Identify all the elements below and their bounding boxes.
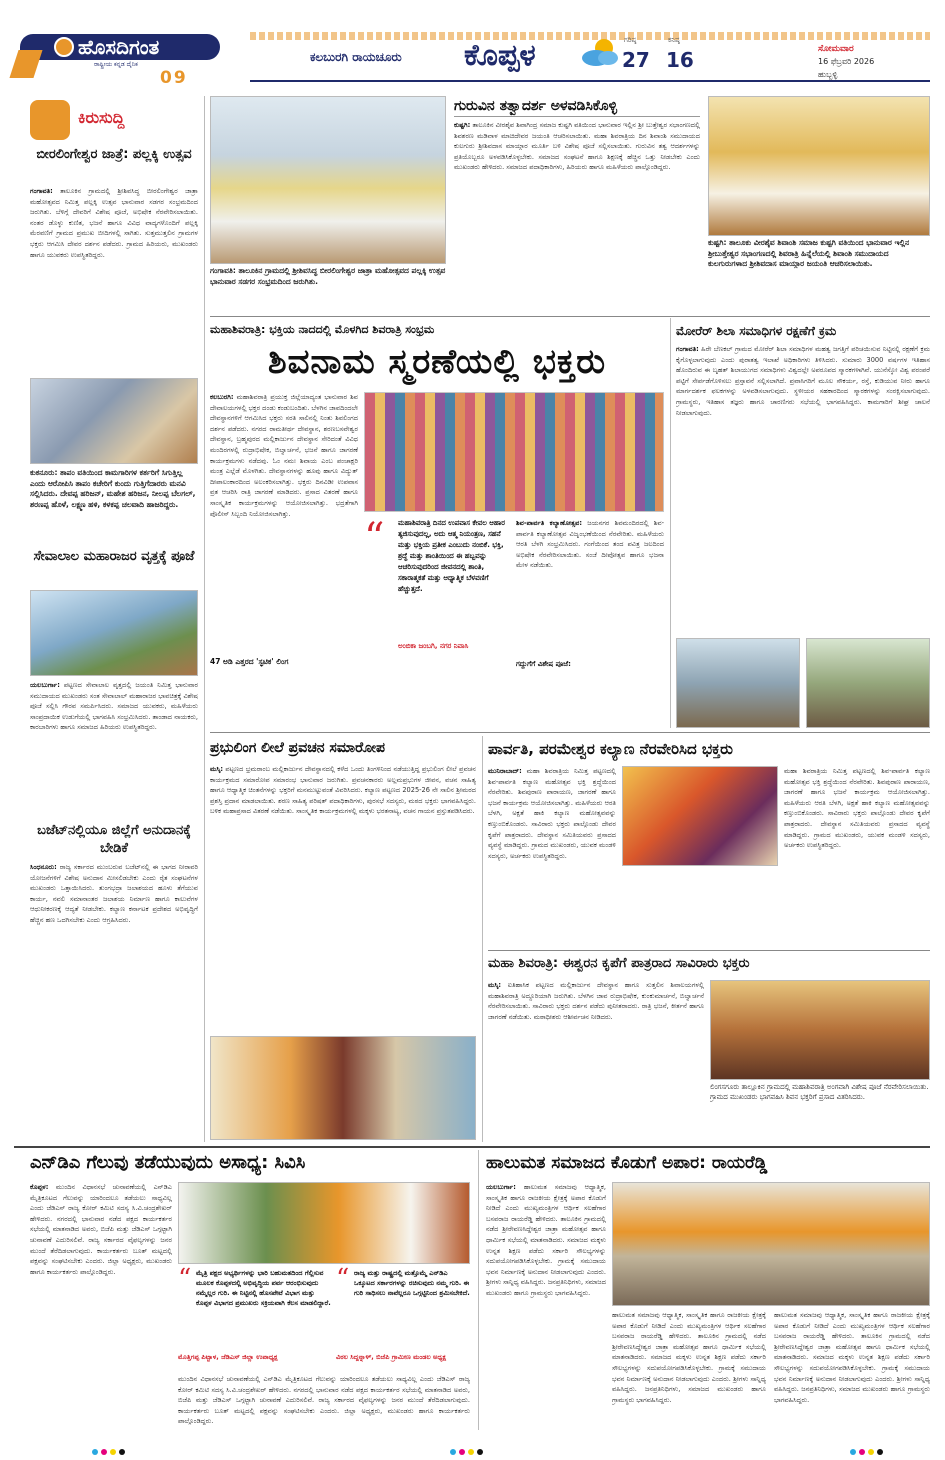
dot-cyan	[450, 1449, 456, 1455]
nda-quote1-author: ಮೊತ್ತಿಗಪ್ಪ ಪಿಟ್ಟಾಳ, ಜೆಡಿಎಸ್ ಜಿಲ್ಲಾ ಉಪಾಧ್ಯಕ್ಷ	[178, 1353, 278, 1361]
section-rule-1	[210, 316, 930, 317]
guru-text: ತಾಲೂಕಿನ ವೀರಶೈವ ಶಿವಾಗಿಂದ್ರ ಸಮಾಜ ಕುಷ್ಟಗಿ ವತಿಯಿಂದ ಭಾನುವಾರ ಇಲ್ಲಿನ ಶ್ರೀ ಬುತ್ತೇಶ್ವರ ಸಭಾಂಗಣದಲ್ಲಿ ಶಿವಶರಣ ಮಡಿವಾಳ ಮಾಚಿದೇವರ ಜಯಂತಿ ಆಚರಿಸಲಾಯಿತು. ಮಹಾ ಶಿವರಾತ್ರಿಯ ದಿನ ಶಿವಾಂಶಿ ಸಮುದಾಯದ ಕುಲಗುರು ಶ್ರೀಶಿವದಾಸ ಮಾಯ್ಗಾರ ಮೂರ್ತಿ ಬಳಿ ವಿಶೇಷ ಪೂಜೆ ಸಲ್ಲಿಸಲಾಯಿತು. ಗುರುವಿನ ತತ್ವ ಆದರ್ಶಗಳನ್ನು ಪ್ರತಿಯೊಬ್ಬರೂ ಅಳವಡಿಸಿಕೊಳ್ಳಬೇಕು. ಸಮಾಜದ ಸಂಘಟನೆ ಹಾಗೂ ಶಿಕ್ಷಣಕ್ಕೆ ಹೆಚ್ಚಿನ ಒತ್ತು ನೀಡಬೇಕು ಎಂದು ಮುಖಂಡರು ಹೇಳಿದರು. ಸಮಾಜದ ಪದಾಧಿಕಾರಿಗಳು, ಹಿರಿಯರು ಹಾಗೂ ಮಹಿಳೆಯರು ಪಾಲ್ಗೊಂಡಿದ್ದರು.	[454, 121, 700, 172]
mahashiva-text: ಐತಿಹಾಸಿಕ ಪಟ್ಟಣದ ಮಲ್ಲಿಕಾರ್ಜುನ ದೇವಸ್ಥಾನ ಹಾಗೂ ಸುತ್ತಲಿನ ಶಿವಾಲಯಗಳಲ್ಲಿ ಮಹಾಶಿವರಾತ್ರಿ ಅದ್ದೂರಿಯಾಗಿ ಜರುಗಿತು. ಬೆಳಗಿನ ಜಾವ ರುದ್ರಾಭಿಷೇಕ, ಕುಂಕುಮಾರ್ಚನೆ, ಬಿಲ್ವಾರ್ಚನೆ ನೆರವೇರಿಸಲಾಯಿತು. ಸಾವಿರಾರು ಭಕ್ತರು ದರ್ಶನ ಪಡೆದು ಪುನೀತರಾದರು. ರಾತ್ರಿ ಭಜನೆ, ಕೀರ್ತನೆ ಹಾಗೂ ಜಾಗರಣೆ ನಡೆಯಿತು. ಮಠಾಧೀಶರು ಆಶೀರ್ವಚನ ನೀಡಿದರು.	[488, 981, 704, 1021]
guru-dateline: ಕುಷ್ಟಗಿ:	[454, 121, 471, 129]
prabhu-dateline: ಮಸ್ಕಿ:	[210, 765, 224, 773]
section-rule-4	[14, 1146, 930, 1148]
nda-text-bottom: ಮುಂದಿನ ವಿಧಾನಸಭೆ ಚುನಾವಣೆಯಲ್ಲಿ ಎನ್‌ಡಿಎ ಮೈತ್ರಿಕೂಟದ ಗೆಲುವನ್ನು ಯಾರಿಂದಲೂ ತಡೆಯಲು ಸಾಧ್ಯವಿಲ್ಲ ಎಂದು ಜೆಡಿಎಸ್ ರಾಜ್ಯ ಕೋರ್ ಕಮಿಟಿ ಸದಸ್ಯ ಸಿ.ವಿ.ಚಂದ್ರಶೇಖರ್ ಹೇಳಿದರು. ನಗರದಲ್ಲಿ ಭಾನುವಾರ ನಡೆದ ಪಕ್ಷದ ಕಾರ್ಯಕರ್ತರ ಸಭೆಯಲ್ಲಿ ಮಾತನಾಡಿದ ಅವರು, ಬಿಜೆಪಿ ಮತ್ತು ಜೆಡಿಎಸ್ ಒಗ್ಗಟ್ಟಾಗಿ ಚುನಾವಣೆ ಎದುರಿಸಲಿವೆ. ರಾಜ್ಯ ಸರ್ಕಾರದ ವೈಫಲ್ಯಗಳನ್ನು ಜನರ ಮುಂದೆ ತೆರೆದಿಡಲಾಗುವುದು. ಕಾರ್ಯಕರ್ತರು ಬೂತ್ ಮಟ್ಟದಲ್ಲಿ ಪಕ್ಷವನ್ನು ಸಂಘಟಿಸಬೇಕು ಎಂದರು. ಜಿಲ್ಲಾ ಅಧ್ಯಕ್ಷರು, ಮುಖಂಡರು ಹಾಗೂ ಕಾರ್ಯಕರ್ತರು ಪಾಲ್ಗೊಂಡಿದ್ದರು.	[178, 1375, 470, 1426]
guru-photo	[708, 96, 930, 236]
mahashiva-body	[488, 980, 704, 1140]
mahashiva-dateline: ಮಸ್ಕಿ:	[488, 981, 502, 989]
nda-body-bottom	[178, 1374, 470, 1426]
guru-headline: ಗುರುವಿನ ತತ್ವಾದರ್ಶ ಅಳವಡಿಸಿಕೊಳ್ಳಿ	[454, 96, 700, 117]
top-photo	[210, 96, 446, 264]
logo-ribbon	[9, 50, 42, 78]
dot-cyan	[92, 1449, 98, 1455]
parvati-text-col3: ಮಹಾ ಶಿವರಾತ್ರಿಯ ನಿಮಿತ್ತ ಪಟ್ಟಣದಲ್ಲಿ ಶಿವ-ಪಾರ್ವತಿ ಕಲ್ಯಾಣ ಮಹೋತ್ಸವ ಭಕ್ತಿ ಶ್ರದ್ಧೆಯಿಂದ ನೆರವೇರಿತು. ಶಿವಪುರಾಣ ಪಾರಾಯಣ, ಜಾಗರಣೆ ಹಾಗೂ ಭಜನೆ ಕಾರ್ಯಕ್ರಮ ಆಯೋಜಿಸಲಾಗಿತ್ತು. ಮಹಿಳೆಯರು ಆರತಿ ಬೆಳಗಿ, ಅಕ್ಷತೆ ಹಾಕಿ ಕಲ್ಯಾಣ ಮಹೋತ್ಸವವನ್ನು ಕಣ್ತುಂಬಿಕೊಂಡರು. ಸಾವಿರಾರು ಭಕ್ತರು ಪಾಲ್ಗೊಂಡು ದೇವರ ಕೃಪೆಗೆ ಪಾತ್ರರಾದರು. ದೇವಸ್ಥಾನ ಸಮಿತಿಯವರು ಪ್ರಸಾದದ ವ್ಯವಸ್ಥೆ ಮಾಡಿದ್ದರು. ಗ್ರಾಮದ ಮುಖಂಡರು, ಯುವಕ ಮಂಡಳಿ ಸದಸ್ಯರು, ಅರ್ಚಕರು ಉಪಸ್ಥಿತರಿದ್ದರು.	[784, 767, 930, 850]
morer-photo-2	[806, 638, 930, 728]
lead-headline: ಶಿವನಾಮ ಸ್ಮರಣೆಯಲ್ಲಿ ಭಕ್ತರು	[267, 342, 607, 382]
morer-dateline: ಗಂಗಾವತಿ:	[676, 345, 699, 353]
nda-text: ಮುಂದಿನ ವಿಧಾನಸಭೆ ಚುನಾವಣೆಯಲ್ಲಿ ಎನ್‌ಡಿಎ ಮೈತ್ರಿಕೂಟದ ಗೆಲುವನ್ನು ಯಾರಿಂದಲೂ ತಡೆಯಲು ಸಾಧ್ಯವಿಲ್ಲ ಎಂದು ಜೆಡಿಎಸ್ ರಾಜ್ಯ ಕೋರ್ ಕಮಿಟಿ ಸದಸ್ಯ ಸಿ.ವಿ.ಚಂದ್ರಶೇಖರ್ ಹೇಳಿದರು. ನಗರದಲ್ಲಿ ಭಾನುವಾರ ನಡೆದ ಪಕ್ಷದ ಕಾರ್ಯಕರ್ತರ ಸಭೆಯಲ್ಲಿ ಮಾತನಾಡಿದ ಅವರು, ಬಿಜೆಪಿ ಮತ್ತು ಜೆಡಿಎಸ್ ಒಗ್ಗಟ್ಟಾಗಿ ಚುನಾವಣೆ ಎದುರಿಸಲಿವೆ. ರಾಜ್ಯ ಸರ್ಕಾರದ ವೈಫಲ್ಯಗಳನ್ನು ಜನರ ಮುಂದೆ ತೆರೆದಿಡಲಾಗುವುದು. ಕಾರ್ಯಕರ್ತರು ಬೂತ್ ಮಟ್ಟದಲ್ಲಿ ಪಕ್ಷವನ್ನು ಸಂಘಟಿಸಬೇಕು ಎಂದರು. ಜಿಲ್ಲಾ ಅಧ್ಯಕ್ಷರು, ಮುಖಂಡರು ಹಾಗೂ ಕಾರ್ಯಕರ್ತರು ಪಾಲ್ಗೊಂಡಿದ್ದರು.	[30, 1183, 172, 1276]
lead-text: ಮಹಾಶಿವರಾತ್ರಿ ಪ್ರಯುಕ್ತ ಜಿಲ್ಲೆಯಾದ್ಯಂತ ಭಾನುವಾರ ಶಿವ ದೇವಾಲಯಗಳಲ್ಲಿ ಭಕ್ತರ ದಂಡು ಕಂಡುಬಂದಿತು. ಬೆಳಗಿನ ಜಾವದಿಂದಲೇ ದೇವಸ್ಥಾನಗಳಿಗೆ ಆಗಮಿಸಿದ ಭಕ್ತರು ಸರತಿ ಸಾಲಿನಲ್ಲಿ ನಿಂತು ಶಿವಲಿಂಗದ ದರ್ಶನ ಪಡೆದರು. ನಗರದ ರಾಮತೀರ್ಥ ದೇವಸ್ಥಾನ, ಶರಣಬಸವೇಶ್ವರ ದೇವಸ್ಥಾನ, ಬ್ರಹ್ಮಪುರದ ಮಲ್ಲಿಕಾರ್ಜುನ ದೇವಸ್ಥಾನ ಸೇರಿದಂತೆ ವಿವಿಧ ಮಂದಿರಗಳಲ್ಲಿ ರುದ್ರಾಭಿಷೇಕ, ಬಿಲ್ವಾರ್ಚನೆ, ಭಜನೆ ಹಾಗೂ ಜಾಗರಣೆ ಕಾರ್ಯಕ್ರಮಗಳು ನಡೆದವು. ಓಂ ನಮಃ ಶಿವಾಯ ಎಂಬ ಪಂಚಾಕ್ಷರಿ ಮಂತ್ರ ಎಲ್ಲೆಡೆ ಮೊಳಗಿತು. ದೇವಸ್ಥಾನಗಳನ್ನು ಹೂವು ಹಾಗೂ ವಿದ್ಯುತ್ ದೀಪಾಲಂಕಾರದಿಂದ ಅಲಂಕರಿಸಲಾಗಿತ್ತು. ಭಕ್ತರು ದಿನವಿಡೀ ಉಪವಾಸ ವ್ರತ ಆಚರಿಸಿ ರಾತ್ರಿ ಜಾಗರಣೆ ಮಾಡಿದರು. ಪ್ರಸಾದ ವಿತರಣೆ ಹಾಗೂ ಸಾಂಸ್ಕೃತಿಕ ಕಾರ್ಯಕ್ರಮಗಳನ್ನು ಆಯೋಜಿಸಲಾಗಿತ್ತು. ಭದ್ರತೆಗಾಗಿ ಪೊಲೀಸ್ ಸಿಬ್ಬಂದಿ ನಿಯೋಜಿಸಲಾಗಿತ್ತು.	[210, 393, 358, 518]
mahashiva-photo	[710, 980, 930, 1080]
page-number: 09	[160, 68, 188, 88]
sidebar-story1-dateline: ಗಂಗಾವತಿ:	[30, 187, 53, 195]
print-registration-dots-left	[92, 1440, 152, 1450]
halumata-headline: ಹಾಲುಮತ ಸಮಾಜದ ಕೊಡುಗೆ ಅಪಾರ: ರಾಯರೆಡ್ಡಿ	[486, 1153, 768, 1173]
sidebar-story2-photo	[30, 378, 198, 464]
dot-yellow	[110, 1449, 116, 1455]
nda-body	[30, 1182, 172, 1426]
sidebar-story4-dateline: ಸಿಂಧನೂರು:	[30, 863, 57, 871]
max-temp-label: ಗರಿಷ್ಠ	[624, 36, 637, 44]
lead-divider	[670, 318, 671, 728]
sidebar-story3-title: ಸೇವಾಲಾಲ ಮಹಾರಾಜರ ವೃತ್ತಕ್ಕೆ ಪೂಜೆ	[33, 549, 195, 564]
kirusuddi-badge	[30, 100, 180, 140]
halumata-body-col3	[774, 1310, 930, 1426]
nda-headline: ಎನ್‌ಡಿಎ ಗೆಲುವು ತಡೆಯುವುದು ಅಸಾಧ್ಯ: ಸಿವಿಸಿ	[30, 1152, 306, 1173]
halumata-text-col2: ಹಾಲುಮತ ಸಮಾಜವು ಆಧ್ಯಾತ್ಮಿಕ, ಸಾಂಸ್ಕೃತಿಕ ಹಾಗೂ ರಾಜಕೀಯ ಕ್ಷೇತ್ರಕ್ಕೆ ಅಪಾರ ಕೊಡುಗೆ ನೀಡಿದೆ ಎಂದು ಮುಖ್ಯಮಂತ್ರಿಗಳ ಆರ್ಥಿಕ ಸಲಹೆಗಾರ ಬಸವರಾಜ ರಾಯರೆಡ್ಡಿ ಹೇಳಿದರು. ತಾಲೂಕಿನ ಗ್ರಾಮದಲ್ಲಿ ನಡೆದ ಶ್ರೀರೇವಣಸಿದ್ದೇಶ್ವರ ಜಾತ್ರಾ ಮಹೋತ್ಸವ ಹಾಗೂ ಧಾರ್ಮಿಕ ಸಭೆಯಲ್ಲಿ ಮಾತನಾಡಿದರು. ಸಮಾಜದ ಮಕ್ಕಳು ಉನ್ನತ ಶಿಕ್ಷಣ ಪಡೆದು ಸರ್ಕಾರಿ ಸೌಲಭ್ಯಗಳನ್ನು ಸದುಪಯೋಗಪಡಿಸಿಕೊಳ್ಳಬೇಕು. ಗ್ರಾಮಕ್ಕೆ ಸಮುದಾಯ ಭವನ ನಿರ್ಮಾಣಕ್ಕೆ ಅನುದಾನ ನೀಡಲಾಗುವುದು ಎಂದರು. ಶ್ರೀಗಳು ಸಾನ್ನಿಧ್ಯ ವಹಿಸಿದ್ದರು. ಜನಪ್ರತಿನಿಧಿಗಳು, ಸಮಾಜದ ಮುಖಂಡರು ಹಾಗೂ ಗ್ರಾಮಸ್ಥರು ಭಾಗವಹಿಸಿದ್ದರು.	[612, 1311, 766, 1404]
district-list: ಕಲಬುರಗಿ ರಾಯಚೂರು	[310, 50, 402, 64]
city-label: ಹುಬ್ಬಳ್ಳಿ	[818, 70, 838, 79]
parvati-headline: ಪಾರ್ವತಿ, ಪರಮೇಶ್ವರ ಕಲ್ಯಾಣ ನೆರವೇರಿಸಿದ ಭಕ್ತರು	[488, 740, 733, 758]
dot-black	[477, 1449, 483, 1455]
sidebar-story3-dateline: ಯಲಬುರ್ಗಾ:	[30, 681, 60, 689]
morer-photo-1	[676, 638, 800, 728]
morer-text: ಹಿರೇ ಬೆಣಕಲ್ ಗ್ರಾಮದ ಮೋರೆರ್ ಶಿಲಾ ಸಮಾಧಿಗಳ ಮಹತ್ವ ಜಗತ್ತಿಗೆ ಪರಿಚಯಿಸುವ ನಿಟ್ಟಿನಲ್ಲಿ ರಕ್ಷಣೆಗೆ ಕ್ರಮ ಕೈಗೊಳ್ಳಲಾಗುವುದು ಎಂದು ಪುರಾತತ್ವ ಇಲಾಖೆ ಅಧಿಕಾರಿಗಳು ತಿಳಿಸಿದರು. ಸುಮಾರು 3000 ವರ್ಷಗಳ ಇತಿಹಾಸ ಹೊಂದಿರುವ ಈ ಬೃಹತ್ ಶಿಲಾಯುಗದ ಸಮಾಧಿಗಳು ವಿಶ್ವದಲ್ಲೇ ಅಪರೂಪದ ಸ್ಮಾರಕಗಳಾಗಿವೆ. ಯುನೆಸ್ಕೋ ವಿಶ್ವ ಪರಂಪರೆ ಪಟ್ಟಿಗೆ ಸೇರ್ಪಡೆಗೊಳಿಸಲು ಪ್ರಸ್ತಾವನೆ ಸಲ್ಲಿಸಲಾಗಿದೆ. ಪ್ರವಾಸಿಗರಿಗೆ ಮೂಲ ಸೌಕರ್ಯ, ರಸ್ತೆ, ಕುಡಿಯುವ ನೀರು ಹಾಗೂ ಮಾರ್ಗದರ್ಶಕ ಫಲಕಗಳನ್ನು ಅಳವಡಿಸಲಾಗುವುದು. ಸ್ಥಳೀಯರ ಸಹಕಾರದಿಂದ ಸ್ಮಾರಕಗಳನ್ನು ಸಂರಕ್ಷಿಸಲಾಗುವುದು. ಗ್ರಾಮಸ್ಥರು, ಇತಿಹಾಸ ತಜ್ಞರು ಹಾಗೂ ಚಾರಣಿಗರು ಸಭೆಯಲ್ಲಿ ಭಾಗವಹಿಸಿದ್ದರು. ಕಾಮಗಾರಿಗೆ ಶೀಘ್ರ ಚಾಲನೆ ನೀಡಲಾಗುವುದು.	[676, 345, 930, 417]
top-photo-caption: ಗಂಗಾವತಿ: ತಾಲೂಕಿನ ಗ್ರಾಮದಲ್ಲಿ ಶ್ರೀಶಿವಸಿದ್ಧ ಬೀರಲಿಂಗೇಶ್ವರ ಜಾತ್ರಾ ಮಹೋತ್ಸವದ ಪಲ್ಲಕ್ಕಿ ಉತ್ಸವ ಭಾನುವಾರ ಸಡಗರ ಸಂಭ್ರಮದಿಂದ ಜರುಗಿತು.	[210, 266, 446, 286]
guru-photo-caption: ಕುಷ್ಟಗಿ: ತಾಲೂಕು ವೀರಶೈವ ಶಿವಾಂಶಿ ಸಮಾಜ ಕುಷ್ಟಗಿ ವತಿಯಿಂದ ಭಾನುವಾರ ಇಲ್ಲಿನ ಶ್ರೀಬುತ್ತೇಶ್ವರ ಸಭಾಂಗಣದಲ್ಲಿ ಶಿವರಾತ್ರಿ ಹಿನ್ನೆಲೆಯಲ್ಲಿ ಶಿವಾಂಶಿ ಸಮುದಾಯದ ಕುಲಗುರುಗಳಾದ ಶ್ರೀಶಿವದಾಸ ಮಾಯ್ಗಾರ ಜಯಂತಿ ಆಚರಿಸಲಾಯಿತು.	[708, 238, 910, 268]
lead-quote: ಮಹಾಶಿವರಾತ್ರಿ ದಿನದ ಉಪವಾಸ ಕೇವಲ ಆಹಾರ ತ್ಯಜಿಸುವುದಲ್ಲ, ಅದು ಆತ್ಮ ನಿಯಂತ್ರಣ, ಸಹನೆ ಮತ್ತು ಭಕ್ತಿಯ ಪ್ರತೀಕ ಎಂಬುದು ನಂಬಿಕೆ. ಭಕ್ತಿ, ಶ್ರದ್ಧೆ ಮತ್ತು ಶಾಂತಿಯಿಂದ ಈ ಹಬ್ಬವನ್ನು ಆಚರಿಸುವುದರಿಂದ ಜೀವನದಲ್ಲಿ ಶಾಂತಿ, ಸಕಾರಾತ್ಮಕತೆ ಮತ್ತು ಆಧ್ಯಾತ್ಮಿಕ ಬೆಳವಣಿಗೆ ಹೆಚ್ಚುತ್ತದೆ.	[398, 519, 505, 593]
nda-quote2-author: ವಿಠಲ ಸಿದ್ದನ್ನಾಳ್, ಬಿಜೆಪಿ ಗ್ರಾಮೀಣ ಮಂಡಲ ಅಧ್ಯಕ್ಷ	[336, 1353, 447, 1361]
print-registration-dots-right	[850, 1440, 910, 1450]
parvati-body	[488, 766, 616, 946]
dot-black	[119, 1449, 125, 1455]
date-label: 16 ಫೆಬ್ರವರಿ 2026	[818, 57, 875, 66]
dot-magenta	[859, 1449, 865, 1455]
halumata-text-col3: ಹಾಲುಮತ ಸಮಾಜವು ಆಧ್ಯಾತ್ಮಿಕ, ಸಾಂಸ್ಕೃತಿಕ ಹಾಗೂ ರಾಜಕೀಯ ಕ್ಷೇತ್ರಕ್ಕೆ ಅಪಾರ ಕೊಡುಗೆ ನೀಡಿದೆ ಎಂದು ಮುಖ್ಯಮಂತ್ರಿಗಳ ಆರ್ಥಿಕ ಸಲಹೆಗಾರ ಬಸವರಾಜ ರಾಯರೆಡ್ಡಿ ಹೇಳಿದರು. ತಾಲೂಕಿನ ಗ್ರಾಮದಲ್ಲಿ ನಡೆದ ಶ್ರೀರೇವಣಸಿದ್ದೇಶ್ವರ ಜಾತ್ರಾ ಮಹೋತ್ಸವ ಹಾಗೂ ಧಾರ್ಮಿಕ ಸಭೆಯಲ್ಲಿ ಮಾತನಾಡಿದರು. ಸಮಾಜದ ಮಕ್ಕಳು ಉನ್ನತ ಶಿಕ್ಷಣ ಪಡೆದು ಸರ್ಕಾರಿ ಸೌಲಭ್ಯಗಳನ್ನು ಸದುಪಯೋಗಪಡಿಸಿಕೊಳ್ಳಬೇಕು. ಗ್ರಾಮಕ್ಕೆ ಸಮುದಾಯ ಭವನ ನಿರ್ಮಾಣಕ್ಕೆ ಅನುದಾನ ನೀಡಲಾಗುವುದು ಎಂದರು. ಶ್ರೀಗಳು ಸಾನ್ನಿಧ್ಯ ವಹಿಸಿದ್ದರು. ಜನಪ್ರತಿನಿಧಿಗಳು, ಸಮಾಜದ ಮುಖಂಡರು ಹಾಗೂ ಗ್ರಾಮಸ್ಥರು ಭಾಗವಹಿಸಿದ್ದರು.	[774, 1311, 930, 1404]
sidebar-story4-title: ಬಜೆಟ್‌ನಲ್ಲಿಯೂ ಜಿಲ್ಲೆಗೆ ಅನುದಾನಕ್ಕೆ ಬೇಡಿಕೆ	[37, 823, 191, 856]
min-temp-label: ಕನಿಷ್ಠ	[668, 36, 680, 44]
parvati-body-col3	[784, 766, 930, 946]
nda-quote1: ಮೈತ್ರಿ ಪಕ್ಷದ ಅಭ್ಯರ್ಥಿಗಳನ್ನು ಭಾರಿ ಬಹುಮತದಿಂದ ಗೆಲ್ಲಿಸುವ ಮೂಲಕ ಕೊಪ್ಪಳದಲ್ಲಿ ಅಭಿವೃದ್ಧಿಯ ಪರ್ವ ಆರಂಭಿಸುವುದು ನಮ್ಮೆಲ್ಲರ ಗುರಿ. ಈ ನಿಟ್ಟಿನಲ್ಲಿ ಹೊಸಪೇಟೆ ವಿಭಾಗ ಮತ್ತು ಕೊಪ್ಪಳ ವಿಭಾಗದ ಪ್ರಮುಖರು ಸಕ್ರಿಯವಾಗಿ ಕೆಲಸ ಮಾಡಲಿದ್ದಾರೆ.	[196, 1269, 331, 1307]
day-label: ಸೋಮವಾರ	[818, 44, 854, 54]
section-rule-2	[210, 732, 930, 733]
speech-hand-icon	[30, 100, 70, 140]
halumata-body	[486, 1182, 606, 1426]
sidebar-story4-body	[30, 862, 198, 1138]
prabhu-body	[210, 764, 476, 1034]
min-temp: 16	[666, 48, 694, 72]
parvati-text: ಮಹಾ ಶಿವರಾತ್ರಿಯ ನಿಮಿತ್ತ ಪಟ್ಟಣದಲ್ಲಿ ಶಿವ-ಪಾರ್ವತಿ ಕಲ್ಯಾಣ ಮಹೋತ್ಸವ ಭಕ್ತಿ ಶ್ರದ್ಧೆಯಿಂದ ನೆರವೇರಿತು. ಶಿವಪುರಾಣ ಪಾರಾಯಣ, ಜಾಗರಣೆ ಹಾಗೂ ಭಜನೆ ಕಾರ್ಯಕ್ರಮ ಆಯೋಜಿಸಲಾಗಿತ್ತು. ಮಹಿಳೆಯರು ಆರತಿ ಬೆಳಗಿ, ಅಕ್ಷತೆ ಹಾಕಿ ಕಲ್ಯಾಣ ಮಹೋತ್ಸವವನ್ನು ಕಣ್ತುಂಬಿಕೊಂಡರು. ಸಾವಿರಾರು ಭಕ್ತರು ಪಾಲ್ಗೊಂಡು ದೇವರ ಕೃಪೆಗೆ ಪಾತ್ರರಾದರು. ದೇವಸ್ಥಾನ ಸಮಿತಿಯವರು ಪ್ರಸಾದದ ವ್ಯವಸ್ಥೆ ಮಾಡಿದ್ದರು. ಗ್ರಾಮದ ಮುಖಂಡರು, ಯುವಕ ಮಂಡಳಿ ಸದಸ್ಯರು, ಅರ್ಚಕರು ಉಪಸ್ಥಿತರಿದ್ದರು.	[488, 767, 616, 860]
halumata-body-col2	[612, 1310, 766, 1426]
sidebar-story4-text: ರಾಜ್ಯ ಸರ್ಕಾರದ ಮುಂಬರುವ ಬಜೆಟ್‌ನಲ್ಲಿ ಈ ಭಾಗದ ನೀರಾವರಿ ಯೋಜನೆಗಳಿಗೆ ವಿಶೇಷ ಅನುದಾನ ಮೀಸಲಿಡಬೇಕು ಎಂದು ರೈತ ಸಂಘಟನೆಗಳ ಮುಖಂಡರು ಒತ್ತಾಯಿಸಿದರು. ತುಂಗಭದ್ರಾ ಜಲಾಶಯದ ಹೂಳು ತೆಗೆಯುವ ಕಾರ್ಯ, ನವಲಿ ಸಮಾನಾಂತರ ಜಲಾಶಯ ನಿರ್ಮಾಣ ಹಾಗೂ ಕಾಲುವೆಗಳ ಆಧುನೀಕರಣಕ್ಕೆ ಆದ್ಯತೆ ನೀಡಬೇಕು. ಕಲ್ಯಾಣ ಕರ್ನಾಟಕ ಪ್ರದೇಶದ ಅಭಿವೃದ್ಧಿಗೆ ಹೆಚ್ಚಿನ ಹಣ ಒದಗಿಸಬೇಕು ಎಂದು ಆಗ್ರಹಿಸಿದರು.	[30, 863, 198, 924]
sidebar-story3-body	[30, 680, 198, 816]
morer-body	[676, 344, 930, 634]
logo-emblem-icon	[54, 37, 74, 57]
halumata-photo	[612, 1182, 930, 1306]
max-temp: 27	[622, 48, 650, 72]
masthead	[14, 30, 232, 88]
sidebar-story1-text: ತಾಲೂಕಿನ ಗ್ರಾಮದಲ್ಲಿ ಶ್ರೀಶಿವಸಿದ್ಧ ಬೀರಲಿಂಗೇಶ್ವರ ಜಾತ್ರಾ ಮಹೋತ್ಸವದ ನಿಮಿತ್ತ ಪಲ್ಲಕ್ಕಿ ಉತ್ಸವ ಭಾನುವಾರ ಸಡಗರ ಸಂಭ್ರಮದಿಂದ ಜರುಗಿತು. ಬೆಳಿಗ್ಗೆ ದೇವರಿಗೆ ವಿಶೇಷ ಪೂಜೆ, ಅಭಿಷೇಕ ನೆರವೇರಿಸಲಾಯಿತು. ನಂತರ ಡೊಳ್ಳು ಕುಣಿತ, ಭಜನೆ ಹಾಗೂ ವಿವಿಧ ವಾದ್ಯಗಳೊಂದಿಗೆ ಪಲ್ಲಕ್ಕಿ ಮೆರವಣಿಗೆ ಗ್ರಾಮದ ಪ್ರಮುಖ ಬೀದಿಗಳಲ್ಲಿ ಸಾಗಿತು. ಸುತ್ತಮುತ್ತಲಿನ ಗ್ರಾಮಗಳ ಭಕ್ತರು ಆಗಮಿಸಿ ದೇವರ ದರ್ಶನ ಪಡೆದರು. ಗ್ರಾಮದ ಹಿರಿಯರು, ಮುಖಂಡರು ಹಾಗೂ ಯುವಕರು ಉಪಸ್ಥಿತರಿದ್ದರು.	[30, 187, 198, 259]
dot-black	[877, 1449, 883, 1455]
logo-text: ಹೊಸದಿಗಂತ	[78, 35, 160, 59]
prabhu-divider	[482, 736, 483, 1142]
sidebar-divider	[204, 96, 205, 1142]
lead-special-label: ಗದ್ದುಗೆಗೆ ವಿಶೇಷ ಪೂಜೆ:	[516, 660, 571, 668]
mahashiva-headline: ಮಹಾ ಶಿವರಾತ್ರಿ: ಈಶ್ವರನ ಕೃಪೆಗೆ ಪಾತ್ರರಾದ ಸಾವಿರಾರು ಭಕ್ತರು	[488, 956, 750, 971]
section-rule-3	[488, 950, 930, 951]
logo-tagline: ರಾಷ್ಟ್ರೀಯ ಕನ್ನಡ ದೈನಿಕ	[94, 61, 138, 68]
print-registration-dots-center	[450, 1440, 510, 1450]
sidebar-story3-photo	[30, 590, 198, 676]
weather-cloud-icon	[578, 34, 622, 68]
header-rule	[250, 80, 930, 82]
main-district-title: ಕೊಪ್ಪಳ	[464, 38, 536, 73]
dot-cyan	[850, 1449, 856, 1455]
prabhu-photo	[210, 1036, 476, 1140]
lead-kicker: ಮಹಾಶಿವರಾತ್ರಿ: ಭಕ್ತಿಯ ನಾದದಲ್ಲಿ ಮೊಳಗಿದ ಶಿವರಾತ್ರಿ ಸಂಭ್ರಮ	[210, 323, 435, 336]
lead-side-text: ಜಯನಗರ ಶಿವಮಂದಿರದಲ್ಲಿ ಶಿವ-ಪಾರ್ವತಿ ಕಲ್ಯಾಣೋತ್ಸವ ವಿಜೃಂಭಣೆಯಿಂದ ನೆರವೇರಿತು. ಮಹಿಳೆಯರು ಆರತಿ ಬೆಳಗಿ ಸಂಭ್ರಮಿಸಿದರು. ಗಂಗೆಯಿಂದ ತಂದ ಪವಿತ್ರ ಜಲದಿಂದ ಅಭಿಷೇಕ ನೆರವೇರಿಸಲಾಯಿತು. ಸಂಜೆ ದೀಪೋತ್ಸವ ಹಾಗೂ ಭಜನಾ ಮೇಳ ನಡೆಯಿತು.	[516, 519, 664, 570]
sidebar-story1-title: ಬೀರಲಿಂಗೇಶ್ವರ ಜಾತ್ರೆ: ಪಲ್ಲಕ್ಕಿ ಉತ್ಸವ	[36, 147, 192, 162]
lead-dateline: ಕಲಬುರಗಿ:	[210, 393, 234, 401]
prabhu-text: ಪಟ್ಟಣದ ಭ್ರಮರಾಂಬ ಮಲ್ಲಿಕಾರ್ಜುನ ದೇವಸ್ಥಾನದಲ್ಲಿ ಕಳೆದ ಒಂದು ತಿಂಗಳಿನಿಂದ ನಡೆಯುತ್ತಿದ್ದ ಪ್ರಭುಲಿಂಗ ಲೀಲೆ ಪ್ರವಚನ ಕಾರ್ಯಕ್ರಮದ ಸಮಾರೋಪ ಸಮಾರಂಭ ಭಾನುವಾರ ಜರುಗಿತು. ಪ್ರವಚನಕಾರರು ಅಲ್ಲಮಪ್ರಭುಗಳ ಜೀವನ, ವಚನ ಸಾಹಿತ್ಯ ಹಾಗೂ ಆಧ್ಯಾತ್ಮಿಕ ಚಿಂತನೆಗಳನ್ನು ಭಕ್ತರಿಗೆ ಮನಮುಟ್ಟುವಂತೆ ವಿವರಿಸಿದರು. ಕಲ್ಯಾಣ ಪಟ್ಟಣದ 2025-26 ನೇ ಸಾಲಿನ ಶ್ರೀಮಠದ ಪ್ರಶಸ್ತಿ ಪ್ರದಾನ ಮಾಡಲಾಯಿತು. ಶರಣ ಸಾಹಿತ್ಯ ಪರಿಷತ್ ಪದಾಧಿಕಾರಿಗಳು, ಪುರಸಭೆ ಸದಸ್ಯರು, ಮಠದ ಭಕ್ತರು ಭಾಗವಹಿಸಿದ್ದರು. ಬಳಿಕ ಮಹಾಪ್ರಸಾದ ವಿತರಣೆ ನಡೆಯಿತು. ಸಾಂಸ್ಕೃತಿಕ ಕಾರ್ಯಕ್ರಮಗಳಲ್ಲಿ ಮಕ್ಕಳು ಭರತನಾಟ್ಯ, ವಚನ ಗಾಯನ ಪ್ರಸ್ತುತಪಡಿಸಿದರು.	[210, 765, 476, 816]
lead-side-dateline: ಶಿವ-ಪಾರ್ವತಿ ಕಲ್ಯಾಣೋತ್ಸವ:	[516, 519, 583, 527]
morer-headline: ಮೋರೆರ್ ಶಿಲಾ ಸಮಾಧಿಗಳ ರಕ್ಷಣೆಗೆ ಕ್ರಮ	[676, 324, 837, 338]
nda-divider	[478, 1150, 479, 1430]
lead-quote-author: ಅಂಬಿಕಾ ಜಂಬಗಿ, ನಗರ ನಿವಾಸಿ	[398, 642, 469, 650]
dot-yellow	[468, 1449, 474, 1455]
nda-quote2-icon: “	[336, 1264, 350, 1294]
lead-photo	[364, 392, 664, 512]
dot-magenta	[101, 1449, 107, 1455]
parvati-photo	[622, 766, 778, 866]
lead-subhead: 47 ಅಡಿ ಎತ್ತರದ 'ಸ್ಫಟಿಕ' ಲಿಂಗ	[210, 657, 289, 666]
dot-yellow	[868, 1449, 874, 1455]
parvati-dateline: ಮುನಿರಾಬಾದ್:	[488, 767, 522, 775]
nda-photo	[178, 1182, 470, 1264]
dot-magenta	[459, 1449, 465, 1455]
sidebar-story3-text: ಪಟ್ಟಣದ ಸೇವಾಲಾಲ ವೃತ್ತದಲ್ಲಿ ಜಯಂತಿ ನಿಮಿತ್ತ ಭಾನುವಾರ ಸಮುದಾಯದ ಮುಖಂಡರು ಸಂತ ಸೇವಾಲಾಲ್ ಮಹಾರಾಜರ ಭಾವಚಿತ್ರಕ್ಕೆ ವಿಶೇಷ ಪೂಜೆ ಸಲ್ಲಿಸಿ ಗೌರವ ಸಮರ್ಪಿಸಿದರು. ಸಮಾಜದ ಯುವಕರು, ಮಹಿಳೆಯರು ಸಾಂಪ್ರದಾಯಿಕ ಉಡುಗೆಯಲ್ಲಿ ಭಾಗವಹಿಸಿ ಸಂಭ್ರಮಿಸಿದರು. ತಾಂಡಾದ ನಾಯಕರು, ಕಾರಬಾರಿಗಳು ಹಾಗೂ ಸಮಾಜದ ಹಿರಿಯರು ಉಪಸ್ಥಿತರಿದ್ದರು.	[30, 681, 198, 732]
lead-side-column	[516, 518, 664, 658]
nda-quote1-icon: “	[178, 1264, 192, 1294]
mahashiva-photo-caption: ಲಿಂಗಸಗೂರು ತಾಲ್ಲೂಕಿನ ಗ್ರಾಮದಲ್ಲಿ ಮಹಾಶಿವರಾತ್ರಿ ಅಂಗವಾಗಿ ವಿಶೇಷ ಪೂಜೆ ನೆರವೇರಿಸಲಾಯಿತು. ಗ್ರಾಮದ ಮುಖಂಡರು ಭಾಗವಹಿಸಿ ಶಿವನ ಭಕ್ತರಿಗೆ ಪ್ರಸಾದ ವಿತರಿಸಿದರು.	[710, 1083, 929, 1101]
guru-body	[454, 120, 700, 312]
halumata-text: ಹಾಲುಮತ ಸಮಾಜವು ಆಧ್ಯಾತ್ಮಿಕ, ಸಾಂಸ್ಕೃತಿಕ ಹಾಗೂ ರಾಜಕೀಯ ಕ್ಷೇತ್ರಕ್ಕೆ ಅಪಾರ ಕೊಡುಗೆ ನೀಡಿದೆ ಎಂದು ಮುಖ್ಯಮಂತ್ರಿಗಳ ಆರ್ಥಿಕ ಸಲಹೆಗಾರ ಬಸವರಾಜ ರಾಯರೆಡ್ಡಿ ಹೇಳಿದರು. ತಾಲೂಕಿನ ಗ್ರಾಮದಲ್ಲಿ ನಡೆದ ಶ್ರೀರೇವಣಸಿದ್ದೇಶ್ವರ ಜಾತ್ರಾ ಮಹೋತ್ಸವ ಹಾಗೂ ಧಾರ್ಮಿಕ ಸಭೆಯಲ್ಲಿ ಮಾತನಾಡಿದರು. ಸಮಾಜದ ಮಕ್ಕಳು ಉನ್ನತ ಶಿಕ್ಷಣ ಪಡೆದು ಸರ್ಕಾರಿ ಸೌಲಭ್ಯಗಳನ್ನು ಸದುಪಯೋಗಪಡಿಸಿಕೊಳ್ಳಬೇಕು. ಗ್ರಾಮಕ್ಕೆ ಸಮುದಾಯ ಭವನ ನಿರ್ಮಾಣಕ್ಕೆ ಅನುದಾನ ನೀಡಲಾಗುವುದು ಎಂದರು. ಶ್ರೀಗಳು ಸಾನ್ನಿಧ್ಯ ವಹಿಸಿದ್ದರು. ಜನಪ್ರತಿನಿಧಿಗಳು, ಸಮಾಜದ ಮುಖಂಡರು ಹಾಗೂ ಗ್ರಾಮಸ್ಥರು ಭಾಗವಹಿಸಿದ್ದರು.	[486, 1183, 606, 1297]
kirusuddi-label: ಕಿರುಸುದ್ದಿ	[78, 108, 125, 127]
sidebar-story2-caption: ಕುಕನೂರು: ತಾಪಂ ವತಿಯಿಂದ ಕಾಮಗಾರಿಗಳ ಕರ್ತರಿಗೆ ಸಿಗುತ್ತಿಲ್ಲ ಎಂದು ಆರೋಪಿಸಿ ತಾಪಂ ಕಚೇರಿಗೆ ಕುಂದು ಗುತ್ತಿಗೆದಾರರು ಮನವಿ ಸಲ್ಲಿಸಿದರು. ದೇವಪ್ಪ ಹರಿಜನ್, ಮಹೇಶ ಹರಿಜನ, ನೀಲಪ್ಪ ಬೆಲಗಲ್, ಶರಣಪ್ಪ ಹೊಳೆ, ಲಕ್ಷ್ಮಣ ಹಳಿ, ಕಳಕಪ್ಪ ಚಲವಾದಿ ಹಾಜರಿದ್ದರು.	[30, 468, 196, 509]
nda-quote2: ರಾಜ್ಯ ಮತ್ತು ರಾಷ್ಟ್ರದಲ್ಲಿ ಮತ್ತೊಮ್ಮೆ ಎನ್‌ಡಿಎ ಒಕ್ಕೂಟದ ಸರ್ಕಾರಗಳನ್ನು ರಚಿಸುವುದು ನಮ್ಮ ಗುರಿ. ಈ ಗುರಿ ಸಾಧಿಸಲು ನಾವೆಲ್ಲರೂ ಒಗ್ಗಟ್ಟಿನಿಂದ ಶ್ರಮಿಸಬೇಕಿದೆ.	[354, 1269, 470, 1297]
nda-dateline: ಕೊಪ್ಪಳ:	[30, 1183, 49, 1191]
lead-body	[210, 392, 358, 654]
quote-icon: “	[364, 515, 385, 561]
sidebar-story1-body	[30, 186, 198, 370]
prabhu-headline: ಪ್ರಭುಲಿಂಗ ಲೀಲೆ ಪ್ರವಚನ ಸಮಾರೋಪ	[210, 740, 386, 756]
halumata-dateline: ಯಲಬುರ್ಗಾ:	[486, 1183, 516, 1191]
